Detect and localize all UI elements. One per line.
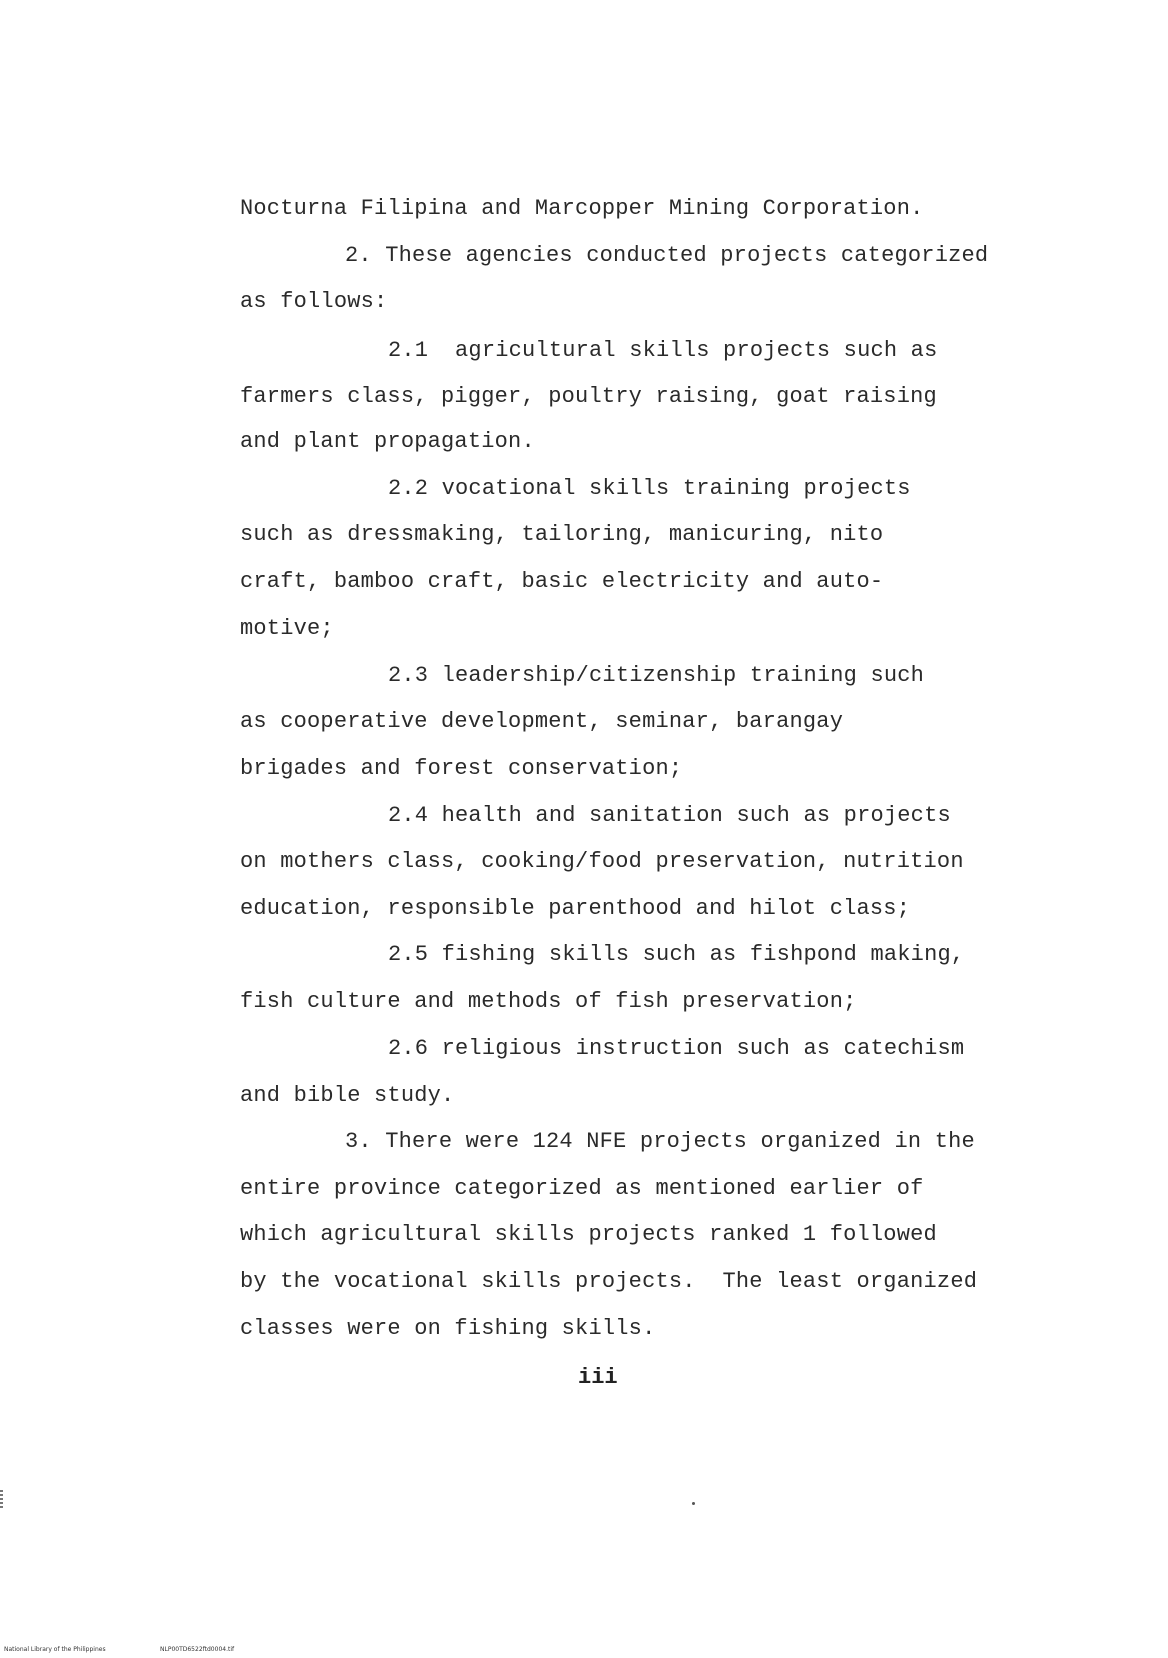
text-line: and plant propagation. (240, 429, 535, 454)
text-line: education, responsible parenthood and hilot class; (240, 896, 911, 921)
page-number: iii (578, 1365, 618, 1390)
text-line: by the vocational skills projects. The least organized (240, 1269, 978, 1294)
text-line: such as dressmaking, tailoring, manicuring, nito (240, 522, 884, 547)
footer-library-label: National Library of the Philippines (4, 1646, 106, 1653)
text-line: as cooperative development, seminar, barangay (240, 709, 844, 734)
text-line: as follows: (240, 289, 388, 314)
text-line: and bible study. (240, 1083, 455, 1108)
text-line: on mothers class, cooking/food preservation, nutrition (240, 849, 964, 874)
text-line: 2.3 leadership/citizenship training such (388, 663, 925, 688)
text-line: 2. These agencies conducted projects categorized (345, 243, 989, 268)
text-line: motive; (240, 616, 334, 641)
text-line: 2.5 fishing skills such as fishpond making, (388, 942, 965, 967)
text-line: farmers class, pigger, poultry raising, goat raising (240, 384, 937, 409)
text-line: entire province categorized as mentioned earlier of (240, 1176, 924, 1201)
text-line: Nocturna Filipina and Marcopper Mining Corporation. (240, 196, 924, 221)
text-line: 3. There were 124 NFE projects organized in the (345, 1129, 975, 1154)
text-line: 2.4 health and sanitation such as projects (388, 803, 951, 828)
text-line: craft, bamboo craft, basic electricity and auto- (240, 569, 884, 594)
scan-speck (692, 1502, 695, 1505)
scan-edge-mark (0, 1490, 3, 1510)
text-line: 2.6 religious instruction such as catechism (388, 1036, 965, 1061)
text-line: fish culture and methods of fish preservation; (240, 989, 857, 1014)
text-line: 2.2 vocational skills training projects (388, 476, 911, 501)
text-line: brigades and forest conservation; (240, 756, 683, 781)
text-line: which agricultural skills projects ranked 1 followed (240, 1222, 937, 1247)
text-line: 2.1 agricultural skills projects such as (388, 338, 938, 363)
footer-file-name: NLP00TD6522ftd0004.tif (160, 1646, 235, 1653)
text-line: classes were on fishing skills. (240, 1316, 656, 1341)
